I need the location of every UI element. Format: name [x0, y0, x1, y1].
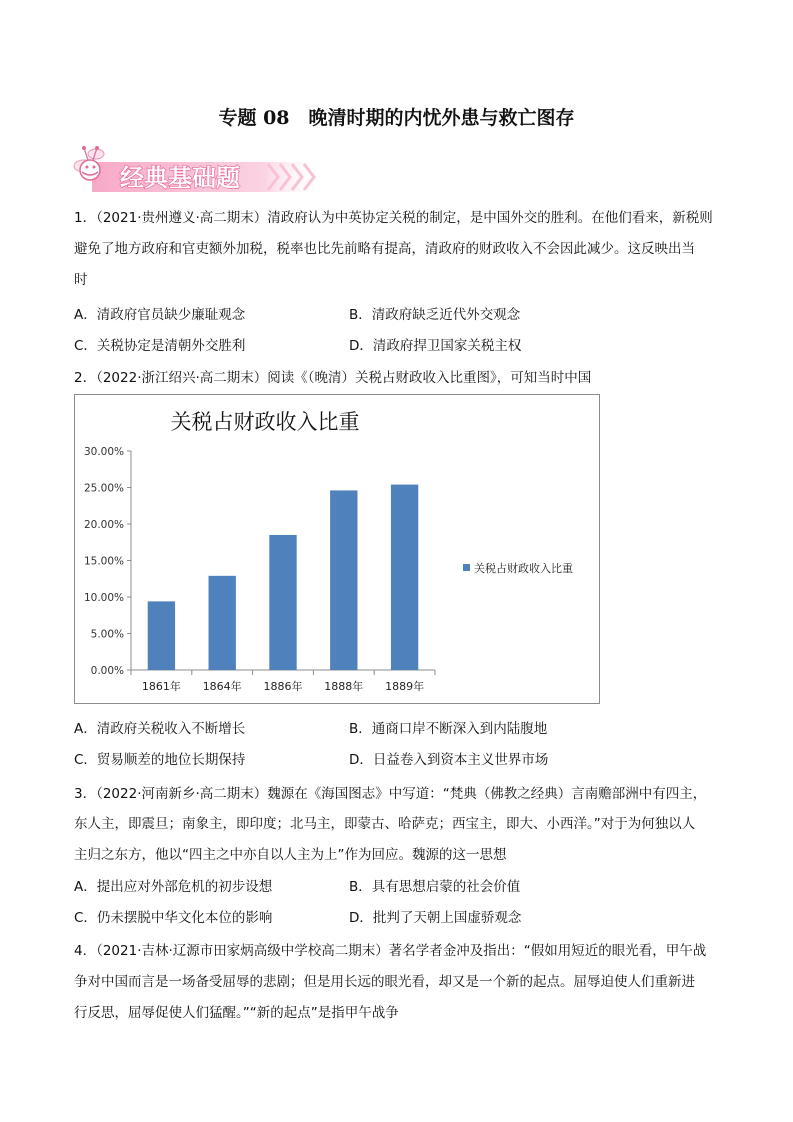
question-1-line-1: 1．（2021·贵州遵义·高二期末）清政府认为中英协定关税的制定，是中国外交的胜利。在他们看来，新税则 [74, 210, 713, 226]
question-4-line-3: 行反思，屈辱促使人们猛醒。”“新的起点”是指甲午战争 [74, 1005, 399, 1021]
question-3-line-2: 东人主，即震旦；南象主，即印度；北马主，即蒙古、哈萨克；西宝主，即大、小西洋。”对于为何独以人 [74, 816, 696, 832]
y-tick-label: 25.00% [83, 482, 124, 495]
x-tick-label: 1886年 [263, 680, 303, 693]
legend-label: 关税占财政收入比重 [474, 562, 573, 575]
question-3-option-b[interactable]: B．具有思想启蒙的社会价值 [349, 879, 521, 895]
bar-1886年 [269, 535, 296, 670]
x-tick-label: 1888年 [324, 680, 364, 693]
y-tick-label: 15.00% [83, 555, 124, 568]
bar-1888年 [330, 490, 357, 670]
question-4-line-2: 争对中国而言是一场备受屈辱的悲剧；但是用长远的眼光看，却又是一个新的起点。屈辱迫使人们重新进 [74, 974, 695, 990]
question-3-option-a[interactable]: A．提出应对外部危机的初步设想 [74, 879, 273, 895]
y-tick-label: 0.00% [90, 665, 124, 677]
tariff-chart [74, 394, 600, 704]
question-2-option-c[interactable]: C．贸易顺差的地位长期保持 [74, 752, 246, 768]
y-tick-label: 5.00% [90, 628, 124, 641]
x-tick-label: 1861年 [141, 680, 181, 693]
question-1-option-c[interactable]: C．关税协定是清朝外交胜利 [74, 338, 246, 354]
y-tick-label: 20.00% [83, 519, 124, 531]
bar-1864年 [209, 576, 236, 670]
bar-1861年 [148, 601, 175, 670]
section-banner [70, 144, 322, 194]
banner-label: 经典基础题 [120, 164, 240, 192]
question-3-option-c[interactable]: C．仍未摆脱中华文化本位的影响 [74, 910, 273, 926]
legend-swatch [463, 564, 470, 571]
x-tick-label: 1889年 [385, 680, 425, 693]
question-3-line-1: 3．（2022·河南新乡·高二期末）魏源在《海国图志》中写道：“梵典（佛教之经典）言南赡部洲中有四主， [74, 786, 707, 802]
bar-1889年 [391, 485, 418, 670]
y-tick-label: 10.00% [83, 592, 124, 604]
x-tick-label: 1864年 [202, 680, 242, 693]
question-1-line-3: 时 [74, 272, 88, 288]
question-1-line-2: 避免了地方政府和官吏额外加税，税率也比先前略有提高，清政府的财政收入不会因此减少。这反映出当 [74, 241, 695, 257]
question-2-option-a[interactable]: A．清政府关税收入不断增长 [74, 721, 246, 737]
chart-title: 关税占财政收入比重 [170, 410, 360, 434]
question-1-option-a[interactable]: A．清政府官员缺少廉耻观念 [74, 307, 246, 323]
question-4-line-1: 4．（2021·吉林·辽源市田家炳高级中学校高二期末）著名学者金冲及指出：“假如用短近的眼光看，甲午战 [74, 943, 707, 959]
tariff-chart-svg [75, 395, 601, 705]
y-tick-label: 30.00% [83, 446, 124, 458]
page-title: 专题 08 晚清时期的内忧外患与救亡图存 [218, 107, 575, 129]
question-2-option-d[interactable]: D．日益卷入到资本主义世界市场 [349, 752, 549, 768]
question-1-option-d[interactable]: D．清政府捍卫国家关税主权 [349, 338, 522, 354]
question-2-line-1: 2．（2022·浙江绍兴·高二期末）阅读《（晚清）关税占财政收入比重图》，可知当时中国 [74, 370, 592, 386]
question-3-line-3: 主归之东方，他以“四主之中亦自以人主为上”作为回应。魏源的这一思想 [74, 847, 507, 863]
question-1-option-b[interactable]: B．清政府缺乏近代外交观念 [349, 307, 521, 323]
question-3-option-d[interactable]: D．批判了天朝上国虚骄观念 [349, 910, 522, 926]
question-2-option-b[interactable]: B．通商口岸不断深入到内陆腹地 [349, 721, 548, 737]
